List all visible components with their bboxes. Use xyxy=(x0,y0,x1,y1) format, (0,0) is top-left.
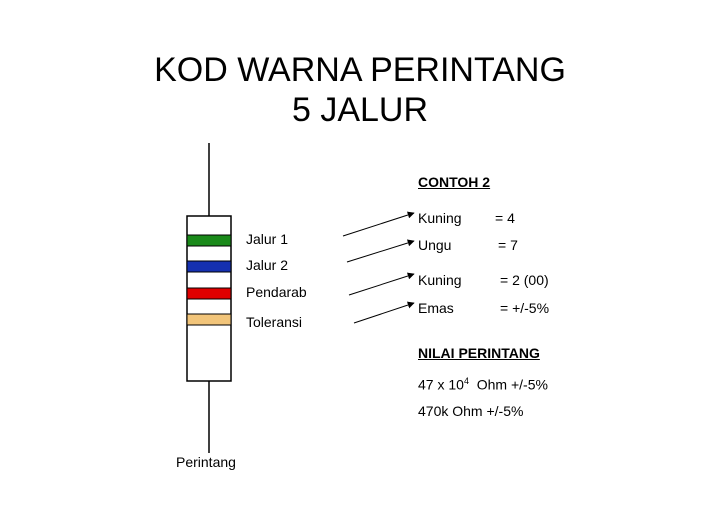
band-label-2: Jalur 2 xyxy=(246,257,289,273)
result-line-1-base: 47 x 10 xyxy=(418,376,464,393)
result-line-2: 470k Ohm +/-5% xyxy=(418,403,524,419)
band-label-multiplier: Pendarab xyxy=(246,284,307,300)
arrow-tolerance xyxy=(354,303,414,323)
resistor-label: Perintang xyxy=(176,454,236,470)
arrow-multiplier xyxy=(349,274,414,295)
example-heading: CONTOH 2 xyxy=(418,174,491,190)
band-tolerance xyxy=(187,314,231,325)
result-line-1-exponent: 4 xyxy=(463,376,469,386)
result-line-1 xyxy=(418,376,548,393)
example-value-2: = 7 xyxy=(498,237,518,253)
band-1 xyxy=(187,235,231,246)
result-heading: NILAI PERINTANG xyxy=(418,345,540,361)
title-line-2: 5 JALUR xyxy=(291,91,429,129)
arrow-band-2 xyxy=(347,241,414,262)
example-color-2: Ungu xyxy=(418,237,452,253)
result-line-1-rest: Ohm +/-5% xyxy=(468,376,548,393)
title-line-1: KOD WARNA PERINTANG xyxy=(154,51,566,89)
example-value-1: = 4 xyxy=(495,210,515,226)
arrow-band-1 xyxy=(343,213,414,236)
example-color-4: Emas xyxy=(418,300,454,316)
band-label-tolerance: Toleransi xyxy=(246,314,303,330)
band-2 xyxy=(187,261,231,272)
example-value-4: = +/-5% xyxy=(500,300,550,316)
band-multiplier xyxy=(187,288,231,299)
example-color-1: Kuning xyxy=(418,210,462,226)
band-label-1: Jalur 1 xyxy=(246,231,289,247)
example-color-3: Kuning xyxy=(418,272,462,288)
example-value-3: = 2 (00) xyxy=(500,272,549,288)
